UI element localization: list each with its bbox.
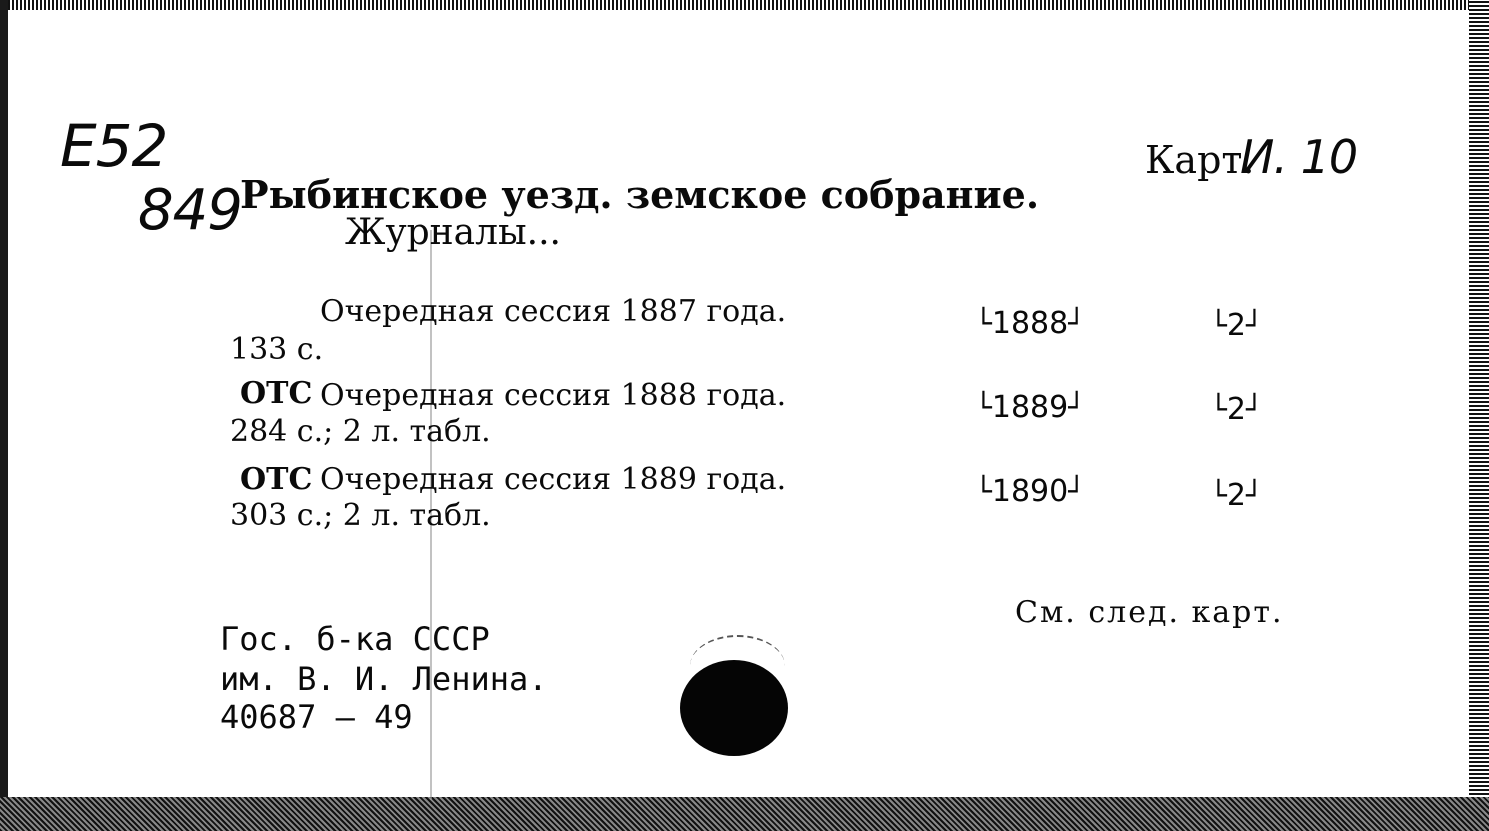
scan-border-right (1469, 0, 1489, 831)
card-ref-number: И. 10 (1240, 130, 1358, 184)
entry-text: Очередная сессия 1887 года. (320, 294, 787, 329)
entry-text: Очередная сессия 1889 года. (320, 462, 787, 497)
card-ref-label: Карт. (1145, 138, 1255, 182)
entry-year: └ 1890 ┘ (975, 474, 1085, 509)
card-title: Рыбинское уезд. земское собрание. (240, 172, 1040, 217)
library-line2: им. В. И. Ленина. (220, 660, 548, 698)
scan-border-left (0, 0, 8, 831)
call-number-line1: E52 (60, 112, 168, 180)
entry-stamp: ОТС (240, 462, 313, 497)
entry-number: └ 2 ┘ (1210, 392, 1263, 427)
library-line3: 40687 — 49 (220, 698, 413, 736)
library-line1: Гос. б-ка СССР (220, 620, 490, 658)
entry-year: └ 1889 ┘ (975, 390, 1085, 425)
see-next-card: См. след. карт. (1015, 595, 1284, 630)
call-number-line2: 849 (138, 178, 242, 243)
card-subtitle: Журналы... (345, 212, 561, 253)
entry-pages: 133 с. (230, 332, 324, 367)
entry-number: └ 2 ┘ (1210, 478, 1263, 513)
entry-year: └ 1888 ┘ (975, 306, 1085, 341)
scan-border-top (0, 0, 1489, 10)
entry-text: Очередная сессия 1888 года. (320, 378, 787, 413)
entry-pages: 303 с.; 2 л. табл. (230, 498, 491, 533)
entry-number: └ 2 ┘ (1210, 308, 1263, 343)
entry-stamp: ОТС (240, 376, 313, 411)
punch-hole (680, 660, 788, 756)
scan-border-bottom (0, 797, 1489, 831)
entry-pages: 284 с.; 2 л. табл. (230, 414, 491, 449)
